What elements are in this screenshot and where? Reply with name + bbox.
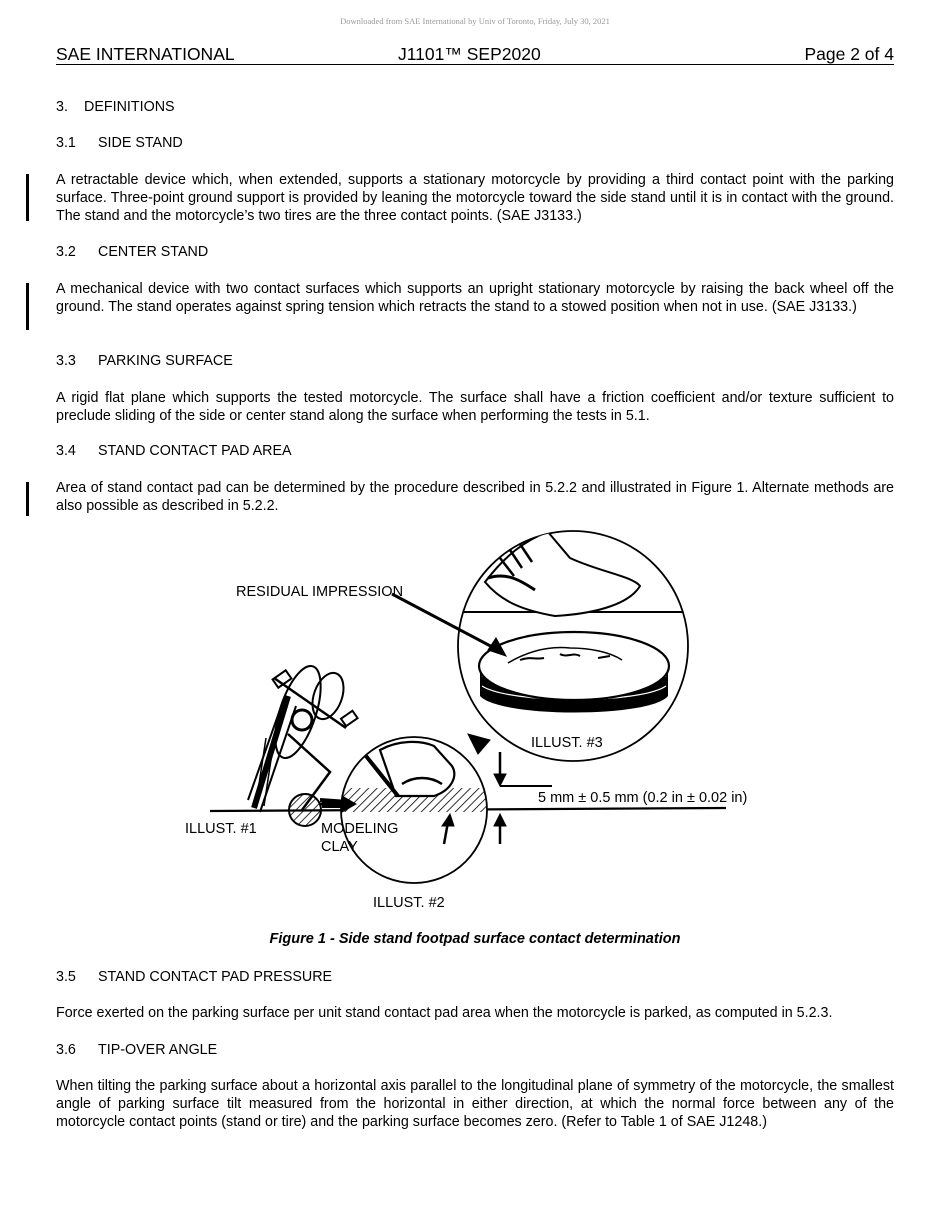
definition-title: CENTER STAND: [98, 244, 209, 260]
definition-title: TIP-OVER ANGLE: [98, 1042, 218, 1058]
definition-heading-3-2: [56, 243, 894, 261]
revision-bar: [26, 482, 29, 516]
revision-bar: [26, 174, 29, 221]
label-dimension: 5 mm ± 0.5 mm (0.2 in ± 0.02 in): [538, 790, 748, 806]
figure-1: [170, 528, 790, 918]
definition-heading-3-3: [56, 352, 894, 370]
definition-number: 3.5: [56, 969, 76, 985]
definition-text-3-6: When tilting the parking surface about a horizontal axis parallel to the longitudinal plane of symmetry of the motorcycle, the smallest angle of parking surface tilt measured from the horizontal in either direction, at which the normal force between any of the motorcycle contact points (stand or tire) and the parking surface becomes zero. (Refer to Table 1 of SAE J1248.): [56, 1078, 894, 1130]
header-document-id: J1101™ SEP2020: [398, 44, 541, 64]
definition-text-3-5: Force exerted on the parking surface per unit stand contact pad area when the motorcycle is parked, as computed in 5.2.3.: [56, 1005, 833, 1021]
header-organization: SAE INTERNATIONAL: [56, 44, 235, 64]
definition-number: 3.1: [56, 135, 76, 151]
header-page-number: Page 2 of 4: [804, 44, 894, 64]
definition-title: SIDE STAND: [98, 135, 183, 151]
section-number: 3.: [56, 99, 68, 115]
definition-heading-3-5: [56, 968, 894, 986]
definition-title: PARKING SURFACE: [98, 353, 233, 369]
definition-number: 3.4: [56, 443, 76, 459]
definition-text-3-2: A mechanical device with two contact surfaces which supports an upright stationary motorcycle by raising the back wheel off the ground. The stand operates against spring tension which retracts the stand to a stowed position when not in use. (SAE J3133.): [56, 281, 894, 315]
definition-text-3-3: A rigid flat plane which supports the tested motorcycle. The surface shall have a friction coefficient and/or texture sufficient to preclude sliding of the side or center stand along the surface when performing the tests in 5.1.: [56, 390, 894, 424]
label-illust-3: ILLUST. #3: [531, 735, 603, 751]
download-watermark: Downloaded from SAE International by Univ of Toronto, Friday, July 30, 2021: [340, 16, 610, 26]
label-illust-2: ILLUST. #2: [373, 895, 445, 911]
revision-bar: [26, 283, 29, 330]
figure-caption: Figure 1 - Side stand footpad surface contact determination: [269, 931, 681, 947]
definition-title: STAND CONTACT PAD PRESSURE: [98, 969, 333, 985]
definition-text-3-4: Area of stand contact pad can be determined by the procedure described in 5.2.2 and illustrated in Figure 1. Alternate methods are also possible as described in 5.2.2.: [56, 480, 894, 514]
definition-heading-3-4: [56, 442, 894, 460]
section-heading: [56, 98, 894, 116]
label-illust-1: ILLUST. #1: [185, 821, 257, 837]
definition-number: 3.6: [56, 1042, 76, 1058]
definition-title: STAND CONTACT PAD AREA: [98, 443, 292, 459]
section-title: DEFINITIONS: [84, 99, 175, 115]
label-modeling: MODELING: [321, 821, 399, 837]
definition-heading-3-1: [56, 134, 894, 152]
label-residual-impression: RESIDUAL IMPRESSION: [236, 584, 404, 600]
label-clay: CLAY: [321, 839, 358, 855]
definition-text-3-1: A retractable device which, when extended, supports a stationary motorcycle by providing a third contact point with the parking surface. Three-point ground support is provided by leaning the motorcycle toward the side stand until it is in contact with the ground. The stand and the motorcycle’s two tires are the three contact points. (SAE J3133.): [56, 172, 894, 224]
definition-heading-3-6: [56, 1041, 894, 1059]
definition-number: 3.3: [56, 353, 76, 369]
page-header: [56, 44, 894, 65]
definition-number: 3.2: [56, 244, 76, 260]
